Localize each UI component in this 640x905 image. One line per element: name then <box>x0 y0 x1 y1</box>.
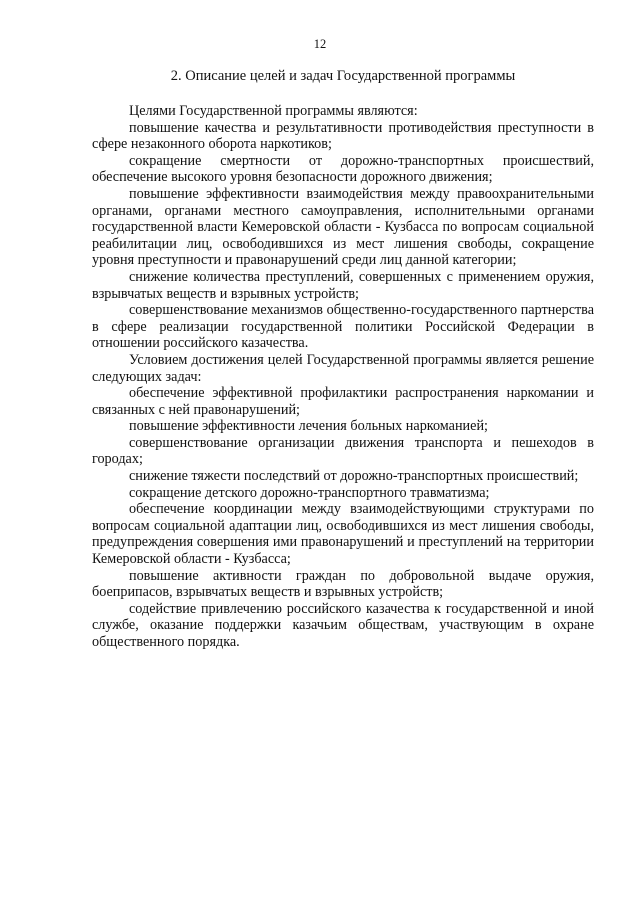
paragraph-task: обеспечение эффективной профилактики распространения наркомании и связанных с ней правонарушений; <box>92 385 594 418</box>
paragraph-task: обеспечение координации между взаимодействующими структурами по вопросам социальной адаптации лиц, освободившихся из мест лишения свободы, предупреждения совершения ими правонарушений и преступлений на территории Кемеровской области - Кузбасса; <box>92 501 594 568</box>
paragraph-task: повышение эффективности лечения больных наркоманией; <box>129 418 488 435</box>
paragraph-goal: повышение эффективности взаимодействия между правоохранительными органами, органами местного самоуправления, исполнительными органами государственной власти Кемеровской области - Кузбасса по вопросам социальной реабилитации лиц, освободившихся из мест лишения свободы, сокращение уровня преступности и правонарушений среди лиц данной категории; <box>92 185 594 269</box>
paragraph-task: повышение активности граждан по добровольной выдаче оружия, боеприпасов, взрывчатых веществ и взрывных устройств; <box>92 567 594 601</box>
page-number: 12 <box>313 37 327 51</box>
paragraph-task: снижение тяжести последствий от дорожно-транспортных происшествий; <box>129 468 579 485</box>
document-body <box>92 103 594 651</box>
paragraph-tasks-intro: Условием достижения целей Государственной программы является решение следующих задач: <box>92 351 594 385</box>
paragraph-goals-intro: Целями Государственной программы являются: <box>129 103 418 119</box>
paragraph-goal: снижение количества преступлений, совершенных с применением оружия, взрывчатых веществ и взрывных устройств; <box>92 268 594 302</box>
paragraph-goal: совершенствование механизмов общественно-государственного партнерства в сфере реализации государственной политики Российской Федерации в отношении российского казачества. <box>92 302 594 352</box>
paragraph-task: совершенствование организации движения транспорта и пешеходов в городах; <box>92 434 594 468</box>
paragraph-goal: сокращение смертности от дорожно-транспортных происшествий, обеспечение высокого уровня безопасности дорожного движения; <box>92 152 594 186</box>
paragraph-task: содействие привлечению российского казачества к государственной и иной службе, оказание поддержки казачьим обществам, участвующим в охране общественного порядка. <box>92 600 594 650</box>
paragraph-task: сокращение детского дорожно-транспортного травматизма; <box>129 484 490 501</box>
paragraph-goal: повышение качества и результативности противодействия преступности в сфере незаконного оборота наркотиков; <box>92 119 594 153</box>
section-heading: 2. Описание целей и задач Государственной программы <box>170 68 516 84</box>
